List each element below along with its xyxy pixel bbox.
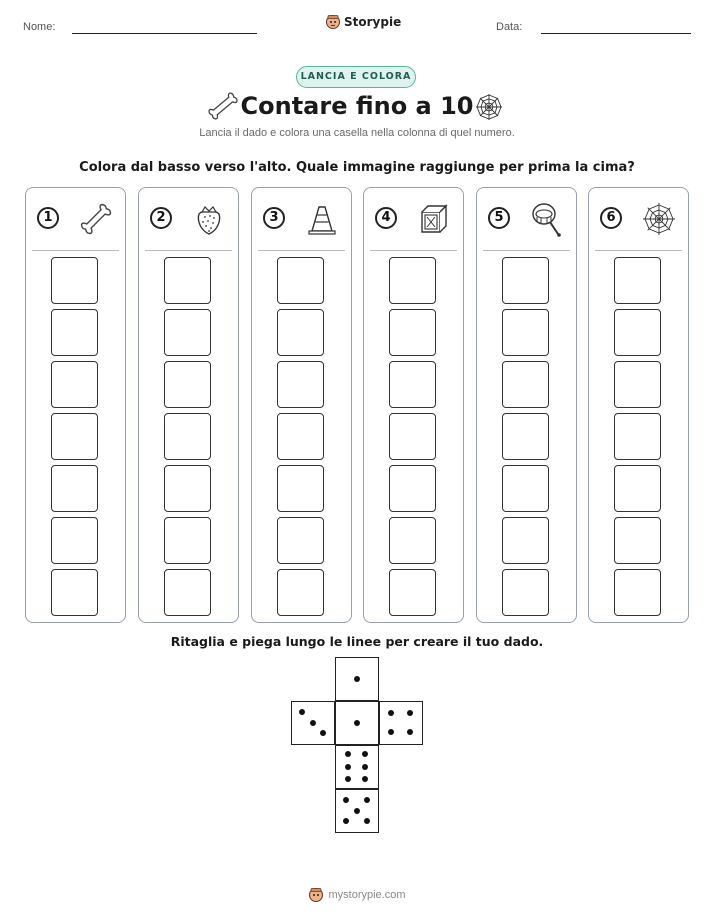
column-divider [258, 250, 345, 251]
column-2 [138, 187, 239, 623]
dice-pip [354, 808, 360, 814]
color-box[interactable] [502, 361, 549, 408]
color-box[interactable] [277, 517, 324, 564]
dice-pip [354, 720, 360, 726]
wooden-block-icon [415, 200, 453, 238]
name-label: Nome: [23, 21, 56, 33]
color-box[interactable] [51, 569, 98, 616]
bone-icon [77, 200, 115, 238]
color-box[interactable] [389, 465, 436, 512]
dice-pip [345, 776, 351, 782]
dice-pip [407, 729, 413, 735]
color-box[interactable] [389, 309, 436, 356]
dice-pip [310, 720, 316, 726]
dice-face-4 [379, 701, 423, 745]
dice-pip [343, 818, 349, 824]
column-header [589, 188, 688, 250]
color-box[interactable] [502, 309, 549, 356]
column-header [139, 188, 238, 250]
color-box[interactable] [51, 309, 98, 356]
dice-pip [388, 710, 394, 716]
color-box[interactable] [164, 465, 211, 512]
column-3 [251, 187, 352, 623]
column-number: 4 [375, 207, 397, 229]
dice-face-1 [335, 657, 379, 701]
color-box[interactable] [614, 361, 661, 408]
color-box[interactable] [389, 569, 436, 616]
dice-pip [345, 751, 351, 757]
storypie-mascot-icon [308, 887, 324, 903]
column-divider [370, 250, 457, 251]
dice-face-3 [291, 701, 335, 745]
color-box[interactable] [164, 413, 211, 460]
dice-pip [362, 751, 368, 757]
column-number: 6 [600, 207, 622, 229]
dice-pip [364, 818, 370, 824]
date-line[interactable] [541, 33, 691, 34]
column-divider [32, 250, 119, 251]
color-box[interactable] [502, 465, 549, 512]
date-label: Data: [496, 21, 523, 33]
instruction-text: Colora dal basso verso l'alto. Quale immagine raggiunge per prima la cima? [79, 160, 635, 175]
color-box[interactable] [614, 517, 661, 564]
column-4 [363, 187, 464, 623]
page-title: Contare fino a 10 [240, 92, 474, 120]
dice-pip [343, 797, 349, 803]
dice-pip [388, 729, 394, 735]
traffic-cone-icon [303, 200, 341, 238]
column-divider [483, 250, 570, 251]
column-header [252, 188, 351, 250]
color-box[interactable] [389, 361, 436, 408]
color-box[interactable] [164, 569, 211, 616]
dice-pip [354, 676, 360, 682]
dice-face-1 [335, 701, 379, 745]
column-header [477, 188, 576, 250]
color-box[interactable] [277, 465, 324, 512]
color-box[interactable] [502, 517, 549, 564]
toy-drum-icon [528, 200, 566, 238]
color-box[interactable] [389, 413, 436, 460]
color-box[interactable] [502, 257, 549, 304]
dice-face-5 [335, 789, 379, 833]
color-box[interactable] [614, 465, 661, 512]
color-box[interactable] [277, 257, 324, 304]
dice-pip [364, 797, 370, 803]
brand-name: Storypie [344, 15, 402, 29]
column-6 [588, 187, 689, 623]
dice-pip [362, 764, 368, 770]
page-subtitle: Lancia il dado e colora una casella nella colonna di quel numero. [199, 127, 515, 139]
column-5 [476, 187, 577, 623]
spiderweb-icon [640, 200, 678, 238]
color-box[interactable] [164, 309, 211, 356]
dice-face-6 [335, 745, 379, 789]
column-number: 2 [150, 207, 172, 229]
name-line[interactable] [72, 33, 257, 34]
dice-pip [362, 776, 368, 782]
activity-badge: LANCIA E COLORA [296, 66, 416, 88]
color-box[interactable] [614, 257, 661, 304]
spiderweb-icon [474, 93, 504, 121]
column-divider [145, 250, 232, 251]
color-box[interactable] [277, 309, 324, 356]
color-box[interactable] [389, 257, 436, 304]
column-header [364, 188, 463, 250]
storypie-mascot-icon [325, 14, 341, 30]
color-box[interactable] [614, 309, 661, 356]
column-divider [595, 250, 682, 251]
color-box[interactable] [51, 413, 98, 460]
color-box[interactable] [389, 517, 436, 564]
footer-url[interactable]: mystorypie.com [328, 889, 406, 901]
dice-pip [345, 764, 351, 770]
color-box[interactable] [614, 569, 661, 616]
color-box[interactable] [164, 517, 211, 564]
color-box[interactable] [502, 569, 549, 616]
dice-pip [320, 730, 326, 736]
color-box[interactable] [277, 569, 324, 616]
dice-pip [407, 710, 413, 716]
color-box[interactable] [51, 517, 98, 564]
column-header [26, 188, 125, 250]
strawberry-icon [190, 200, 228, 238]
color-box[interactable] [51, 361, 98, 408]
footer [0, 887, 714, 903]
column-number: 3 [263, 207, 285, 229]
color-box[interactable] [51, 465, 98, 512]
color-box[interactable] [277, 361, 324, 408]
color-box[interactable] [51, 257, 98, 304]
dice-pip [299, 709, 305, 715]
color-box[interactable] [164, 257, 211, 304]
color-box[interactable] [614, 413, 661, 460]
brand-logo [325, 14, 401, 30]
color-box[interactable] [277, 413, 324, 460]
column-number: 1 [37, 207, 59, 229]
column-1 [25, 187, 126, 623]
column-number: 5 [488, 207, 510, 229]
color-box[interactable] [164, 361, 211, 408]
color-box[interactable] [502, 413, 549, 460]
cut-instruction: Ritaglia e piega lungo le linee per creare il tuo dado. [170, 634, 544, 649]
